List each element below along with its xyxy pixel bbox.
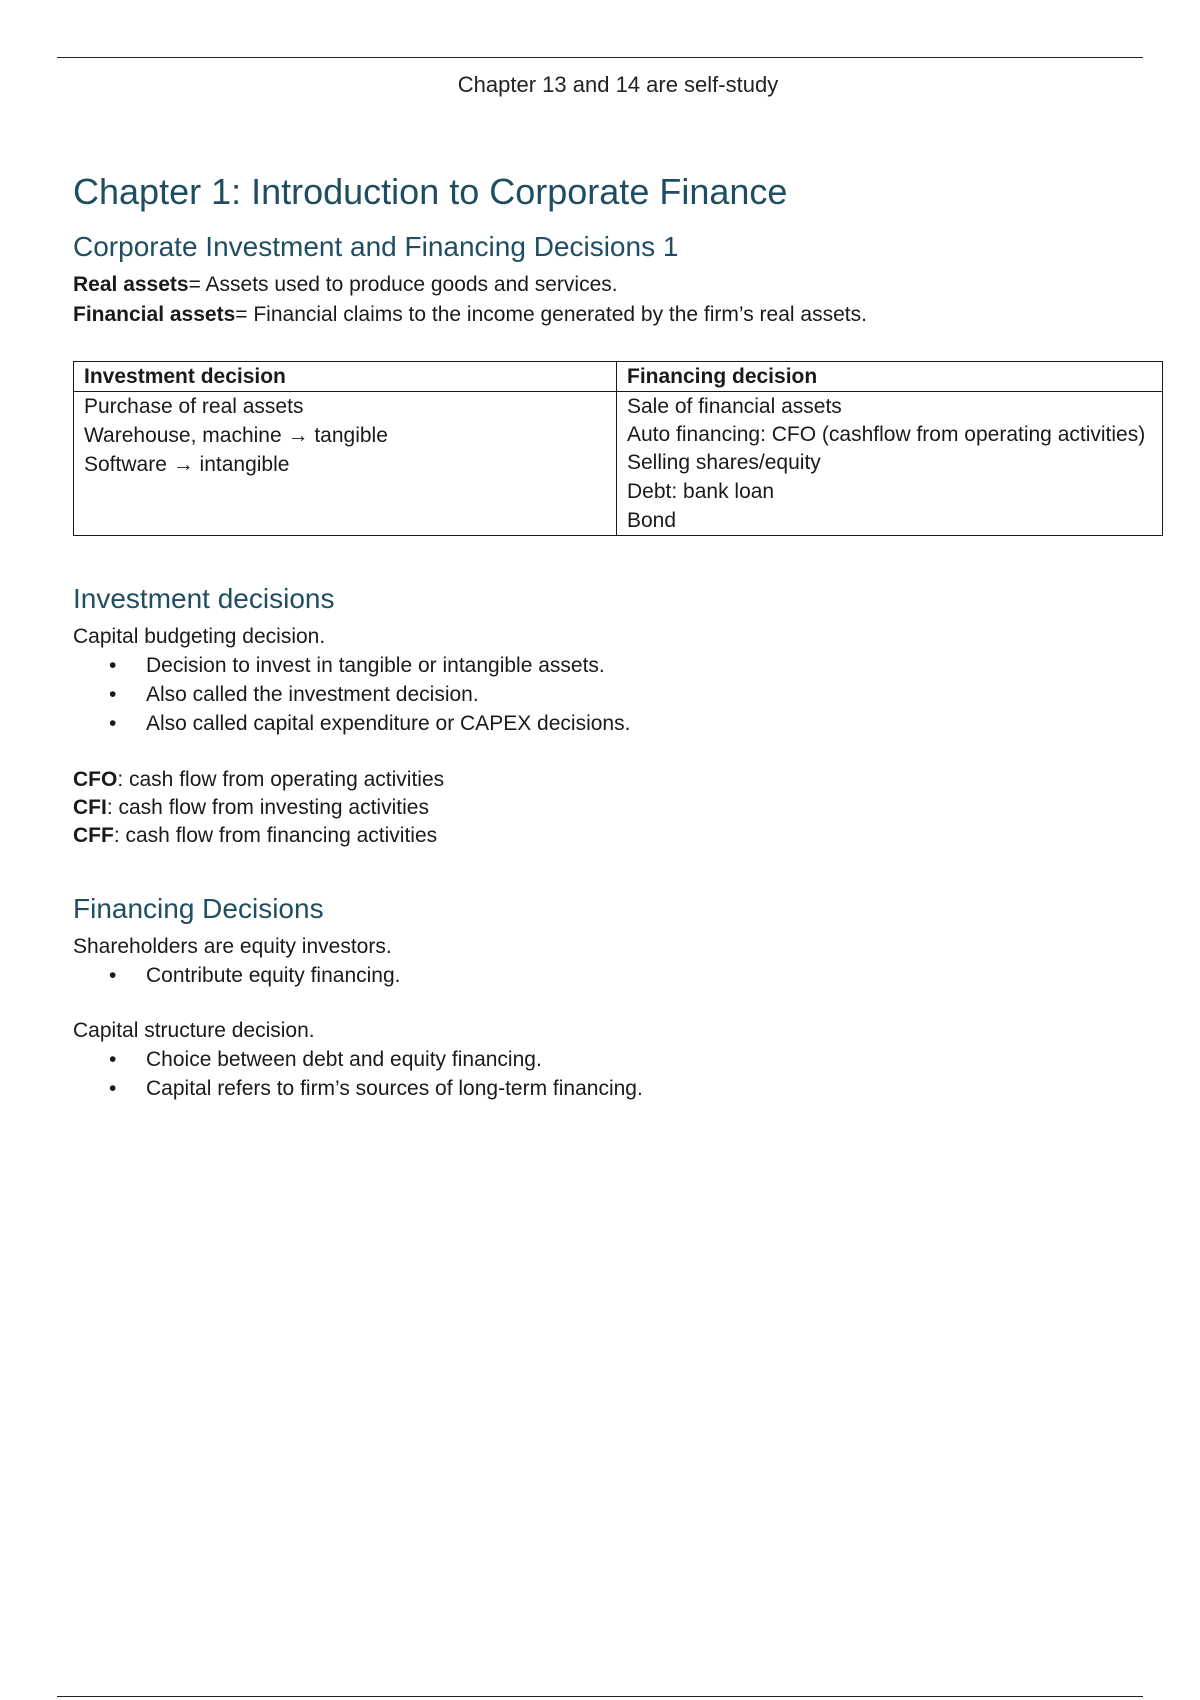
definition-term: Financial assets <box>73 303 236 326</box>
decisions-table <box>73 361 1163 536</box>
investment-item: Warehouse, machine → tangible <box>84 424 388 447</box>
cashflow-term: CFI <box>73 796 107 819</box>
chapter-title: Chapter 1: Introduction to Corporate Finance <box>73 171 788 212</box>
table-header-financing: Financing decision <box>617 362 1163 392</box>
list-item <box>73 1045 1163 1074</box>
bullet-dot: • <box>109 654 117 677</box>
section-heading-investment-decisions: Investment decisions <box>73 583 335 614</box>
financing-item: Selling shares/equity <box>627 451 821 474</box>
cashflow-text: : cash flow from investing activities <box>106 796 429 819</box>
financing-bullets-1 <box>73 961 1163 990</box>
cashflow-text: : cash flow from operating activities <box>117 768 445 791</box>
bullet-dot: • <box>109 712 117 735</box>
definition-real-assets <box>73 270 1163 300</box>
financing-item: Debt: bank loan <box>627 480 775 503</box>
list-item <box>73 651 1163 680</box>
document-body <box>73 168 1163 1103</box>
table-header-investment: Investment decision <box>74 362 617 392</box>
list-item <box>73 1074 1163 1103</box>
page-header: Chapter 13 and 14 are self-study <box>457 72 779 97</box>
header-rule <box>57 57 1143 58</box>
list-item <box>73 680 1163 709</box>
cashflow-term: CFF <box>73 824 114 847</box>
investment-cell <box>74 392 617 536</box>
bullet-dot: • <box>109 1048 117 1071</box>
shareholders-intro: Shareholders are equity investors. <box>73 935 392 958</box>
bullet-dot: • <box>109 683 117 706</box>
list-item <box>73 709 1163 738</box>
table-header-row <box>74 362 1163 392</box>
cashflow-cfo <box>73 766 1163 794</box>
section-heading-financing-decisions: Financing Decisions <box>73 893 324 924</box>
capital-structure-intro: Capital structure decision. <box>73 1019 315 1042</box>
financing-bullets-2 <box>73 1045 1163 1103</box>
list-item-text: Capital refers to firm’s sources of long-term financing. <box>146 1077 643 1100</box>
bullet-dot: • <box>109 964 117 987</box>
cashflow-definitions <box>73 766 1163 850</box>
investment-bullets <box>73 651 1163 738</box>
bullet-dot: • <box>109 1077 117 1100</box>
cashflow-text: : cash flow from financing activities <box>113 824 438 847</box>
list-item <box>73 961 1163 990</box>
cashflow-cff <box>73 822 1163 850</box>
list-item-text: Choice between debt and equity financing. <box>146 1048 542 1071</box>
investment-item: Purchase of real assets <box>84 395 304 418</box>
list-item-text: Also called the investment decision. <box>146 683 479 706</box>
list-item-text: Contribute equity financing. <box>146 964 401 987</box>
section-heading-corporate-decisions: Corporate Investment and Financing Decisions 1 <box>73 231 679 262</box>
definition-financial-assets <box>73 300 1163 330</box>
footer-rule <box>57 1696 1143 1697</box>
financing-item: Sale of financial assets <box>627 395 842 418</box>
definition-text: = Assets used to produce goods and services. <box>188 273 618 296</box>
definition-text: = Financial claims to the income generated by the firm’s real assets. <box>235 303 867 326</box>
financing-cell <box>617 392 1163 536</box>
definition-term: Real assets <box>73 273 189 296</box>
capital-budgeting-intro: Capital budgeting decision. <box>73 625 326 648</box>
cashflow-term: CFO <box>73 768 118 791</box>
list-item-text: Decision to invest in tangible or intangible assets. <box>146 654 605 677</box>
investment-item: Software → intangible <box>84 453 290 476</box>
table-row <box>74 392 1163 536</box>
cashflow-cfi <box>73 794 1163 822</box>
list-item-text: Also called capital expenditure or CAPEX decisions. <box>146 712 631 735</box>
financing-item: Auto financing: CFO (cashflow from operating activities) <box>627 423 1146 446</box>
financing-item: Bond <box>627 509 677 532</box>
